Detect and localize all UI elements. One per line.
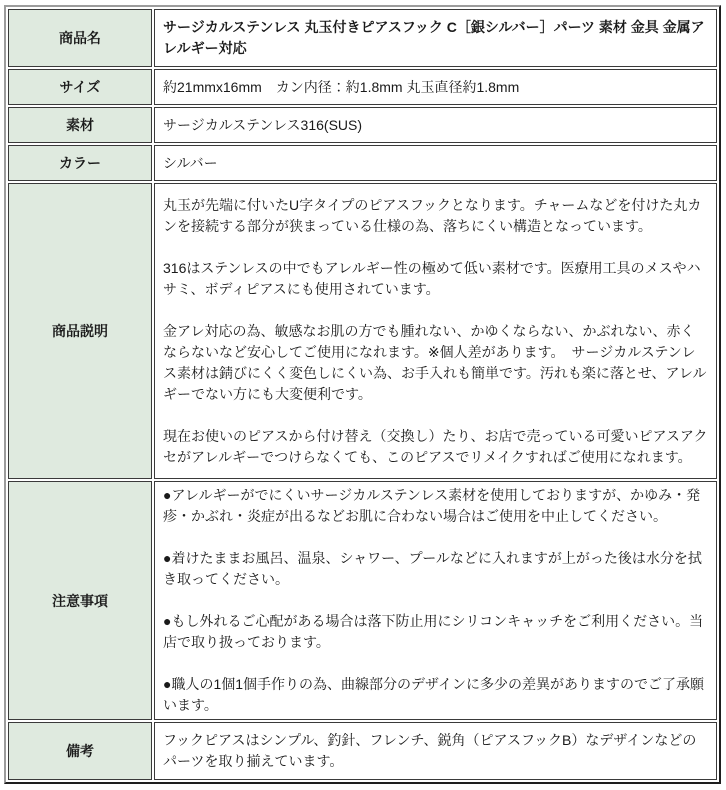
row-value-precautions	[154, 481, 717, 720]
row-value-color: シルバー	[154, 145, 717, 181]
row-label-size: サイズ	[8, 69, 152, 105]
precaution-item: ●職人の1個1個手作りの為、曲線部分のデザインに多少の差異がありますのでご了承願います。	[163, 676, 705, 713]
row-label-description: 商品説明	[8, 183, 152, 479]
table-row-material	[8, 107, 717, 143]
table-row-color	[8, 145, 717, 181]
row-label-material: 素材	[8, 107, 152, 143]
description-paragraph: 金アレ対応の為、敏感なお肌の方でも腫れない、かゆくならない、かぶれない、赤くならないなど安心してご使用になれます。※個人差があります。 サージカルステンレス素材は錆びにくく変色しにくい為、お手入れも簡単です。汚れも楽に落とせ、アレルギーでない方にも大変便利です。	[163, 322, 707, 402]
remarks-paragraph: フックピアスはシンプル、釣針、フレンチ、鋭角（ピアスフックB）なデザインなどのパーツを取り揃えています。	[163, 732, 697, 769]
row-value-product-name: サージカルステンレス 丸玉付きピアスフック C［銀シルバー］パーツ 素材 金具 金属アレルギー対応	[154, 9, 717, 67]
row-value-description	[154, 183, 717, 479]
table-row-remarks	[8, 722, 717, 780]
row-label-color: カラー	[8, 145, 152, 181]
row-label-precautions: 注意事項	[8, 481, 152, 720]
row-value-size: 約21mmx16mm カン内径：約1.8mm 丸玉直径約1.8mm	[154, 69, 717, 105]
precaution-item: ●着けたままお風呂、温泉、シャワー、プールなどに入れますが上がった後は水分を拭き取ってください。	[163, 550, 702, 587]
precaution-item: ●もし外れるご心配がある場合は落下防止用にシリコンキャッチをご利用ください。当店で取り扱っております。	[163, 613, 704, 650]
row-value-remarks	[154, 722, 717, 780]
row-label-remarks: 備考	[8, 722, 152, 780]
table-row-product-name	[8, 9, 717, 67]
table-row-size	[8, 69, 717, 105]
row-label-product-name: 商品名	[8, 9, 152, 67]
description-paragraph: 現在お使いのピアスから付け替え（交換し）たり、お店で売っている可愛いピアスアクセがアレルギーでつけらなくても、このピアスでリメイクすればご使用になれます。	[163, 427, 708, 465]
description-paragraph: 丸玉が先端に付いたU字タイプのピアスフックとなります。チャームなどを付けた丸カンを接続する部分が狭まっている仕様の為、落ちにくい構造となっています。	[163, 196, 702, 234]
description-paragraph: 316はステンレスの中でもアレルギー性の極めて低い素材です。医療用工具のメスやハサミ、ボディピアスにも使用されています。	[163, 259, 701, 297]
table-row-description	[8, 183, 717, 479]
product-spec-table	[4, 5, 721, 784]
precaution-item: ●アレルギーがでにくいサージカルステンレス素材を使用しておりますが、かゆみ・発疹・かぶれ・炎症が出るなどお肌に合わない場合はご使用を中止してください。	[163, 487, 701, 524]
row-value-material: サージカルステンレス316(SUS)	[154, 107, 717, 143]
table-row-precautions	[8, 481, 717, 720]
